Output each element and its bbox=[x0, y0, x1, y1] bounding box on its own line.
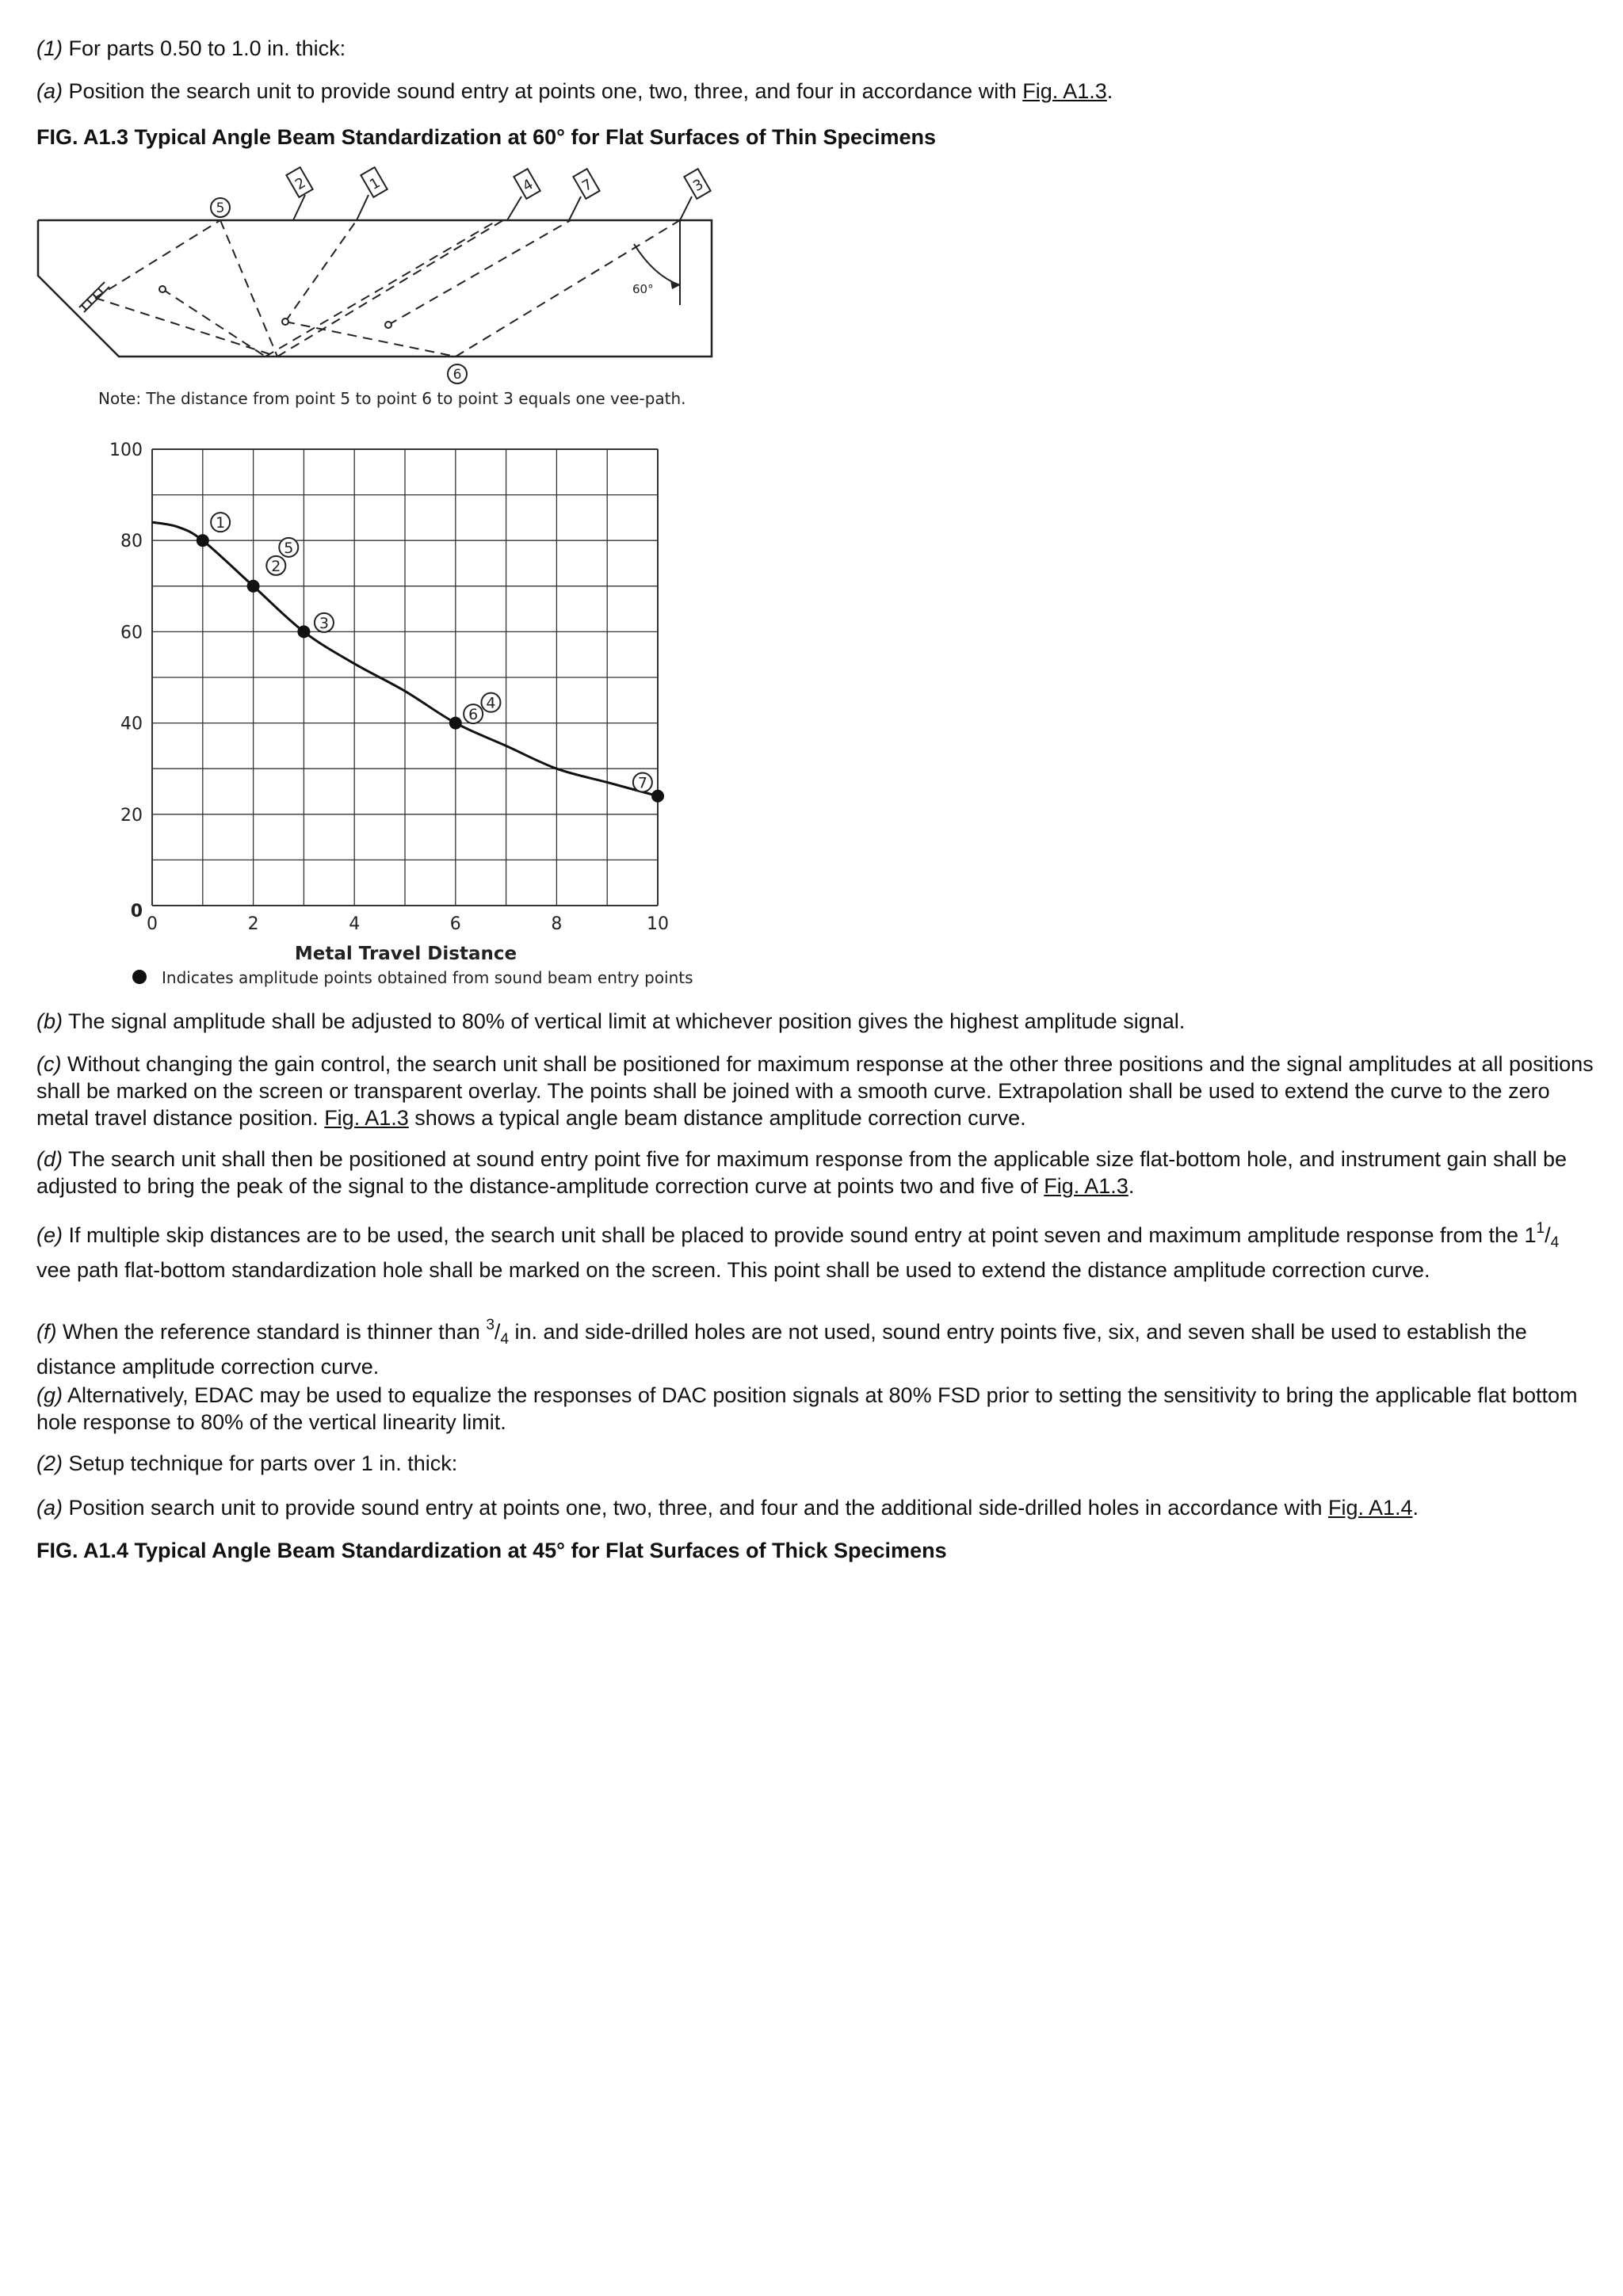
data-points bbox=[197, 534, 664, 803]
paragraph-text: Position the search unit to provide sound entry at points one, two, three, and four in accordance with bbox=[63, 79, 1023, 103]
fraction-slash: / bbox=[494, 1320, 501, 1344]
y-tick-label: 60 bbox=[120, 623, 143, 643]
paragraph-10 bbox=[36, 1494, 1598, 1521]
paragraph-5 bbox=[36, 1146, 1598, 1199]
flag-label: 7 bbox=[579, 176, 596, 196]
probe-flag-2 bbox=[286, 167, 312, 197]
point-label-text: 4 bbox=[486, 694, 496, 712]
legend-marker bbox=[132, 970, 147, 984]
point-labels bbox=[211, 513, 652, 791]
y-tick-label: 20 bbox=[120, 805, 143, 826]
paragraph-tail: . bbox=[1128, 1174, 1135, 1198]
probe-flag-1 bbox=[361, 167, 387, 197]
y-tick-label: 40 bbox=[120, 714, 143, 734]
probe-flag-7 bbox=[573, 169, 599, 199]
paragraph-tail: . bbox=[1106, 79, 1113, 103]
item-label: (c) bbox=[36, 1052, 62, 1076]
paragraph-text: Position search unit to provide sound entry at points one, two, three, and four and the additional side-drilled holes in accordance with bbox=[63, 1496, 1328, 1520]
item-label: (b) bbox=[36, 1009, 63, 1033]
flag-leader bbox=[569, 196, 581, 220]
transducer-icon bbox=[79, 282, 109, 312]
circled-label-text: 6 bbox=[453, 367, 462, 383]
point-label-text: 6 bbox=[468, 706, 479, 724]
x-tick-label: 8 bbox=[551, 914, 563, 934]
diagram-note: Note: The distance from point 5 to point 6 to point 3 equals one vee-path. bbox=[98, 389, 686, 408]
item-label: (2) bbox=[36, 1451, 63, 1475]
y-tick-label: 0 bbox=[130, 902, 143, 921]
fraction-denominator: 4 bbox=[500, 1331, 509, 1348]
item-label: (d) bbox=[36, 1147, 63, 1171]
item-label: (g) bbox=[36, 1383, 63, 1407]
angle-arc bbox=[634, 244, 680, 285]
paragraph-text: Setup technique for parts over 1 in. thick: bbox=[63, 1451, 458, 1475]
paragraph-3 bbox=[36, 1008, 1598, 1035]
angle-label: 60° bbox=[632, 282, 654, 296]
figure-link[interactable]: Fig. A1.3 bbox=[324, 1106, 409, 1130]
data-point bbox=[197, 534, 209, 547]
paragraph-text: If multiple skip distances are to be used, the search unit shall be placed to provide sound entry at point seven and maximum amplitude response from the 1 bbox=[63, 1223, 1537, 1247]
point-label-text: 7 bbox=[637, 774, 647, 792]
paragraph-4 bbox=[36, 1051, 1598, 1131]
paragraph-7 bbox=[36, 1312, 1598, 1380]
data-point bbox=[247, 580, 260, 593]
item-label: (a) bbox=[36, 1496, 63, 1520]
paragraph-8 bbox=[36, 1382, 1598, 1436]
paragraph-text: The search unit shall then be positioned at sound entry point five for maximum response from the applicable size flat-bottom hole, and instrument gain shall be adjusted to bring the peak of the signal to the distance-amplitude correction curve at points two and five of bbox=[36, 1147, 1568, 1198]
paragraph-9 bbox=[36, 1450, 1598, 1477]
flag-label: 4 bbox=[520, 176, 537, 196]
x-tick-label: 2 bbox=[247, 914, 259, 934]
paragraph-tail: . bbox=[1412, 1496, 1419, 1520]
paragraph-text: Alternatively, EDAC may be used to equalize the responses of DAC position signals at 80% FSD prior to setting the sensitivity to bring the applicable flat bottom hole response to 80% of the vertical linearity limit. bbox=[36, 1383, 1578, 1434]
paragraph-text: The signal amplitude shall be adjusted to 80% of vertical limit at whichever position gives the highest amplitude signal. bbox=[63, 1009, 1186, 1033]
dac-chart bbox=[79, 432, 713, 1002]
paragraph-text-cont: vee path flat-bottom standardization hole shall be marked on the screen. This point shall be used to extend the distance amplitude correction curve. bbox=[36, 1258, 1430, 1282]
x-tick-label: 6 bbox=[449, 914, 461, 934]
x-tick-label: 4 bbox=[349, 914, 361, 934]
point-label-text: 2 bbox=[271, 557, 281, 575]
point-label-text: 5 bbox=[284, 539, 294, 557]
paragraph-text: Without changing the gain control, the search unit shall be positioned for maximum response at the other three positions and the signal amplitudes at all positions shall be marked on the screen or transparent overlay. The points shall be joined with a smooth curve. Extrapolation shall be used to extend the curve to the zero metal travel distance position. bbox=[36, 1052, 1594, 1130]
flag-leader bbox=[507, 196, 521, 220]
paragraph-6 bbox=[36, 1215, 1598, 1283]
item-label: (e) bbox=[36, 1223, 63, 1247]
fraction-slash: / bbox=[1545, 1223, 1551, 1247]
item-label: (a) bbox=[36, 79, 63, 103]
point-label-text: 3 bbox=[319, 614, 329, 632]
figure-link[interactable]: Fig. A1.3 bbox=[1044, 1174, 1128, 1198]
paragraph-2 bbox=[36, 78, 1598, 105]
figure-a1-4-title: FIG. A1.4 Typical Angle Beam Standardization at 45° for Flat Surfaces of Thick Specimens bbox=[36, 1539, 947, 1562]
paragraph-text-cont: in. and side-drilled holes are not used, sound entry points five, six, and seven shall be used to establish the distance amplitude correction curve. bbox=[36, 1320, 1527, 1379]
item-label: (1) bbox=[36, 36, 63, 60]
paragraph-text: For parts 0.50 to 1.0 in. thick: bbox=[63, 36, 346, 60]
point-label-text: 1 bbox=[216, 514, 226, 532]
figure-link[interactable]: Fig. A1.4 bbox=[1327, 1496, 1413, 1520]
flag-label: 1 bbox=[367, 174, 384, 194]
legend-text: Indicates amplitude points obtained from sound beam entry points bbox=[162, 968, 693, 987]
fraction-denominator: 4 bbox=[1550, 1234, 1560, 1251]
paragraph-text: When the reference standard is thinner than bbox=[56, 1320, 487, 1344]
circled-label-text: 5 bbox=[216, 200, 225, 216]
paragraph-1 bbox=[36, 35, 1598, 62]
beam-paths bbox=[95, 220, 680, 357]
fraction-numerator: 3 bbox=[486, 1317, 495, 1333]
y-tick-label: 80 bbox=[120, 532, 143, 552]
x-axis-title: Metal Travel Distance bbox=[294, 944, 517, 964]
y-tick-label: 100 bbox=[109, 441, 143, 460]
figure-link[interactable]: Fig. A1.3 bbox=[1022, 79, 1107, 103]
figure-a1-3-title: FIG. A1.3 Typical Angle Beam Standardization at 60° for Flat Surfaces of Thin Specimens bbox=[36, 125, 937, 149]
flag-label: 2 bbox=[292, 174, 309, 194]
specimen-outline bbox=[38, 220, 712, 357]
flag-label: 3 bbox=[690, 176, 707, 196]
probe-flag-3 bbox=[684, 169, 710, 199]
probe-flag-4 bbox=[514, 169, 540, 199]
data-point bbox=[651, 790, 664, 803]
fraction-numerator: 1 bbox=[1536, 1220, 1545, 1237]
data-point bbox=[297, 625, 310, 638]
angle-arrowhead bbox=[670, 280, 680, 289]
hole-markers bbox=[159, 286, 391, 328]
x-tick-label: 10 bbox=[647, 914, 669, 934]
paragraph-tail: shows a typical angle beam distance amplitude correction curve. bbox=[408, 1106, 1026, 1130]
flag-leader bbox=[357, 195, 369, 220]
flag-leader bbox=[293, 195, 305, 220]
flag-leader bbox=[680, 196, 692, 220]
x-tick-label: 0 bbox=[147, 914, 158, 934]
data-point bbox=[449, 717, 462, 730]
item-label: (f) bbox=[36, 1320, 57, 1344]
specimen-diagram bbox=[32, 166, 729, 420]
